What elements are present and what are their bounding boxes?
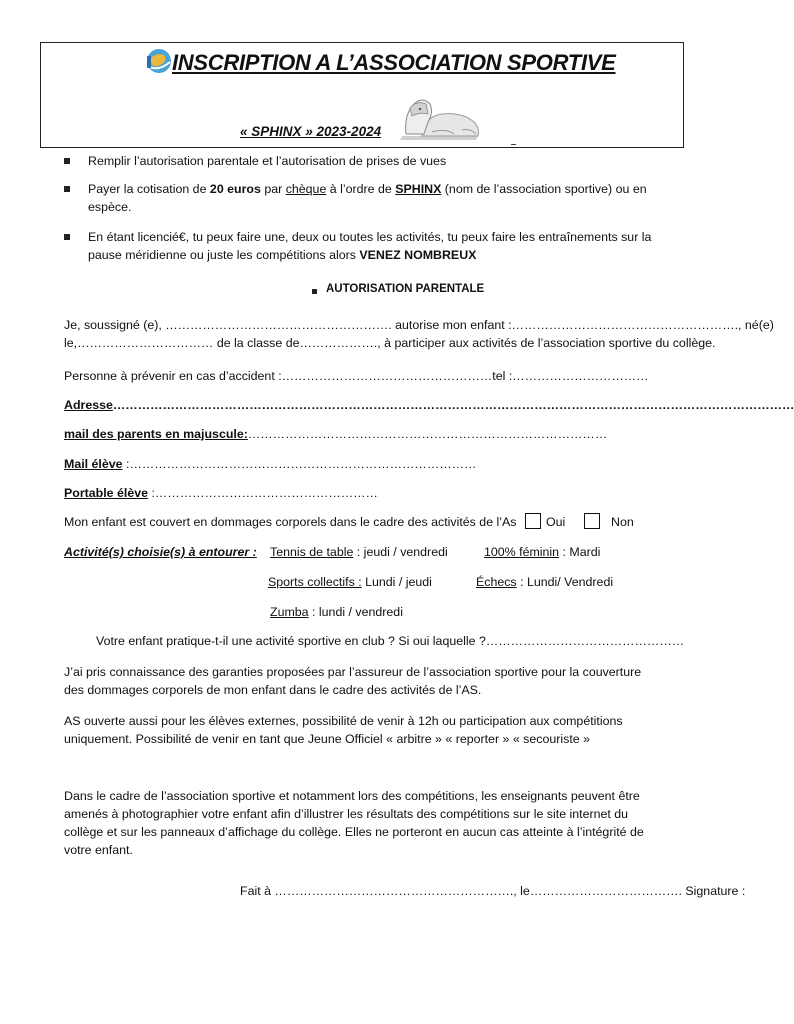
- external-students-paragraph: AS ouverte aussi pour les élèves externes, possibilité de venir à 12h ou participation aux compétitions uniquement. Possibilité de venir en tant que Jeune Officiel « arbitre » « reporter » « secouriste »: [64, 714, 623, 746]
- activity-echecs[interactable]: Échecs : Lundi/ Vendredi: [476, 575, 614, 589]
- photo-consent-paragraph: Dans le cadre de l’association sportive et notamment lors des compétitions, les enseignants peuvent être amenés à photographier votre enfant afin d’illustrer les résultats des compétitions sur le site internet du collège et sur les panneaux d’affichage du collège. Elles ne porteront en aucun cas atteinte à l’intégrité de votre enfant.: [64, 789, 644, 857]
- section-title: AUTORISATION PARENTALE: [326, 283, 485, 295]
- header-divider: [511, 144, 516, 145]
- instruction-1: Remplir l’autorisation parentale et l’autorisation de prises de vues: [88, 154, 447, 168]
- bullet-marker: [64, 158, 70, 164]
- bullet-marker: [64, 186, 70, 192]
- bullet-marker: [64, 234, 70, 240]
- student-mail-line: [64, 457, 476, 471]
- oui-label: Oui: [546, 515, 566, 529]
- student-mail-label: Mail élève: [64, 457, 123, 471]
- activity-zumba[interactable]: Zumba : lundi / vendredi: [270, 605, 403, 619]
- sphinx-illustration: [392, 92, 488, 144]
- coverage-text: Mon enfant est couvert en dommages corporels dans le cadre des activités de l’As: [64, 515, 517, 529]
- non-checkbox[interactable]: [584, 513, 600, 529]
- activities-label: Activité(s) choisie(s) à entourer :: [64, 545, 257, 559]
- activity-tennis[interactable]: Tennis de table : jeudi / vendredi: [270, 545, 448, 559]
- address-label: Adresse: [64, 398, 113, 412]
- globe-logo-icon: [144, 46, 174, 76]
- address-field: …………………………………………………………………………………………………………………………………………………: [112, 398, 794, 412]
- identity-line-2: le,…………………………… de la classe de………………., à participer aux activités de l’association sportive du collège.: [64, 336, 716, 350]
- instruction-3: En étant licencié€, tu peux faire une, deux ou toutes les activités, tu peux faire les entraînements sur la pause méridienne ou juste les compétitions alors VENEZ NOMBREUX: [88, 230, 652, 262]
- section-bullet: [312, 289, 317, 294]
- parents-mail-field: ……………………………………………………………………………: [247, 427, 608, 441]
- parents-mail-line: [64, 427, 607, 441]
- parents-mail-label: mail des parents en majuscule:: [64, 427, 248, 441]
- oui-checkbox[interactable]: [525, 513, 541, 529]
- student-phone-label: Portable élève: [64, 486, 149, 500]
- activity-sports-collectifs[interactable]: Sports collectifs : Lundi / jeudi: [268, 575, 432, 589]
- identity-line-1: Je, soussigné (e), ………………………………………………. autorise mon enfant :………………………………………………., né(e): [64, 318, 774, 332]
- signature-line: Fait à …………………………………………………., le………………………………. Signature :: [240, 884, 746, 898]
- club-question: Votre enfant pratique-t-il une activité sportive en club ? Si oui laquelle ?…………………………………………: [96, 634, 685, 648]
- instruction-2: Payer la cotisation de 20 euros par chèque à l’ordre de SPHINX (nom de l’association sportive) ou en espèce.: [88, 182, 647, 214]
- emergency-contact-line: Personne à prévenir en cas d’accident :……………………………………………tel :……………………………: [64, 369, 649, 383]
- student-phone-field: :………………………………………………: [148, 486, 378, 500]
- student-mail-field: :…………………………………………………………………………: [122, 457, 477, 471]
- page-subtitle: « SPHINX » 2023-2024: [240, 124, 382, 139]
- address-line: [64, 398, 794, 412]
- student-phone-line: [64, 486, 378, 500]
- non-label: Non: [611, 515, 634, 529]
- page-title: INSCRIPTION A L’ASSOCIATION SPORTIVE: [172, 50, 616, 75]
- activity-feminin[interactable]: 100% féminin : Mardi: [484, 545, 601, 559]
- insurance-paragraph: J’ai pris connaissance des garanties proposées par l’assureur de l’association sportive pour la couverture des dommages corporels de mon enfant dans le cadre des activités de l’AS.: [64, 665, 642, 697]
